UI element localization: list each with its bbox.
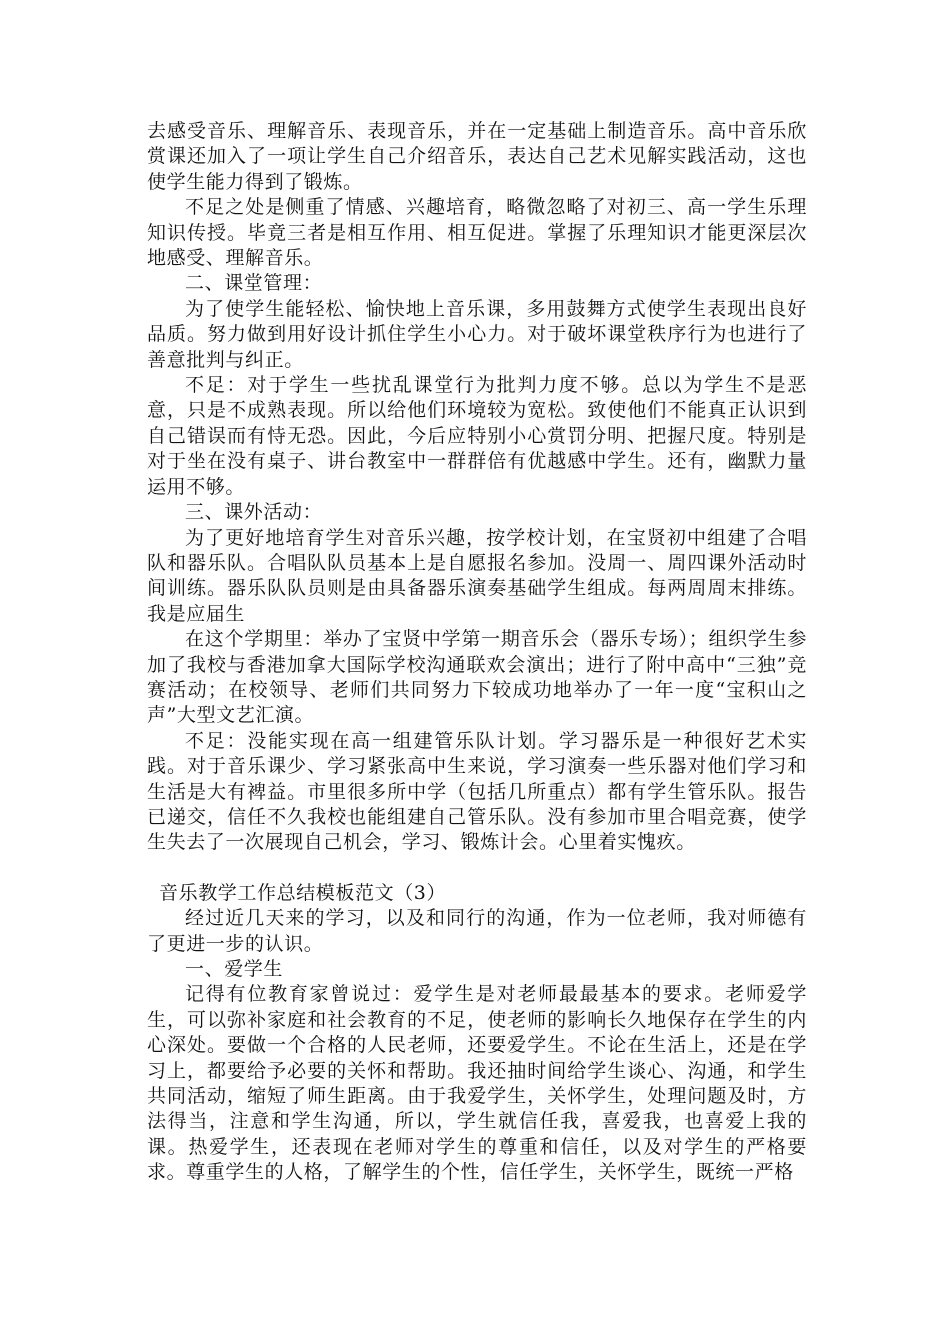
section-title: 音乐教学工作总结模板范文（3） (159, 881, 447, 904)
document-body (147, 119, 807, 1186)
paragraph-continued: 去感受音乐、理解音乐、表现音乐，并在一定基础上制造音乐。高中音乐欣赏课还加入了一项让学生自己介绍音乐，表达自己艺术见解实践活动，这也使学生能力得到了锻炼。 (147, 120, 807, 193)
paragraph-shortcoming-1: 不足之处是侧重了情感、兴趣培育，略微忽略了对初三、高一学生乐理知识传授。毕竟三者是相互作用、相互促进。掌握了乐理知识才能更深层次地感受、理解音乐。 (147, 196, 807, 270)
paragraph-love-students: 记得有位教育家曾说过：爱学生是对老师最最基本的要求。老师爱学生，可以弥补家庭和社会教育的不足，使老师的影响长久地保存在学生的内心深处。要做一个合格的人民老师，还要爱学生。不论在生活上，还是在学习上，都要给予必要的关怀和帮助。我还抽时间给学生谈心、沟通，和学生共同活动，缩短了师生距离。由于我爱学生，关怀学生，处理问题及时，方法得当，注意和学生沟通，所以，学生就信任我，喜爱我，也喜爱上我的课。热爱学生，还表现在老师对学生的尊重和信任，以及对学生的严格要求。尊重学生的人格，了解学生的个性，信任学生，关怀学生，既统一严格 (147, 983, 807, 1184)
paragraph-semester: 在这个学期里：举办了宝贤中学第一期音乐会（器乐专场）；组织学生参加了我校与香港加拿大国际学校沟通联欢会演出；进行了附中高中“三独”竞赛活动；在校领导、老师们共同努力下较成功地举办了一年一度“宝积山之声”大型文艺汇演。 (147, 628, 807, 727)
heading-extracurricular: 三、课外活动： (185, 501, 323, 524)
paragraph-extracurricular: 为了更好地培育学生对音乐兴趣，按学校计划，在宝贤初中组建了合唱队和器乐队。合唱队队员基本上是自愿报名参加。没周一、周四课外活动时间训练。器乐队队员则是由具备器乐演奏基础学生组成。每两周周末排练。我是应届生 (147, 526, 807, 625)
paragraph-classroom: 为了使学生能轻松、愉快地上音乐课，多用鼓舞方式使学生表现出良好品质。努力做到用好设计抓住学生小心力。对于破坏课堂秩序行为也进行了善意批判与纠正。 (147, 297, 807, 371)
paragraph-shortcoming-2: 不足：对于学生一些扰乱课堂行为批判力度不够。总以为学生不是恶意，只是不成熟表现。所以给他们环境较为宽松。致使他们不能真正认识到自己错误而有恃无恐。因此，今后应特别小心赏罚分明、把握尺度。特别是对于坐在没有桌子、讲台教室中一群群倍有优越感中学生。还有，幽默力量运用不够。 (147, 374, 807, 498)
heading-love-students: 一、爱学生 (185, 958, 284, 980)
paragraph-intro: 经过近几天来的学习，以及和同行的沟通，作为一位老师，我对师德有了更进一步的认识。 (147, 907, 807, 955)
paragraph-shortcoming-3: 不足：没能实现在高一组建管乐队计划。学习器乐是一种很好艺术实践。对于音乐课少、学习紧张高中生来说，学习演奏一些乐器对他们学习和生活是大有裨益。市里很多所中学（包括几所重点）都有学生管乐队。报告已递交，信任不久我校也能组建自己管乐队。没有参加市里合唱竞赛，使学生失去了一次展现自己机会，学习、锻炼计会。心里着实愧疚。 (147, 729, 807, 854)
heading-classroom-management: 二、课堂管理： (185, 272, 323, 295)
